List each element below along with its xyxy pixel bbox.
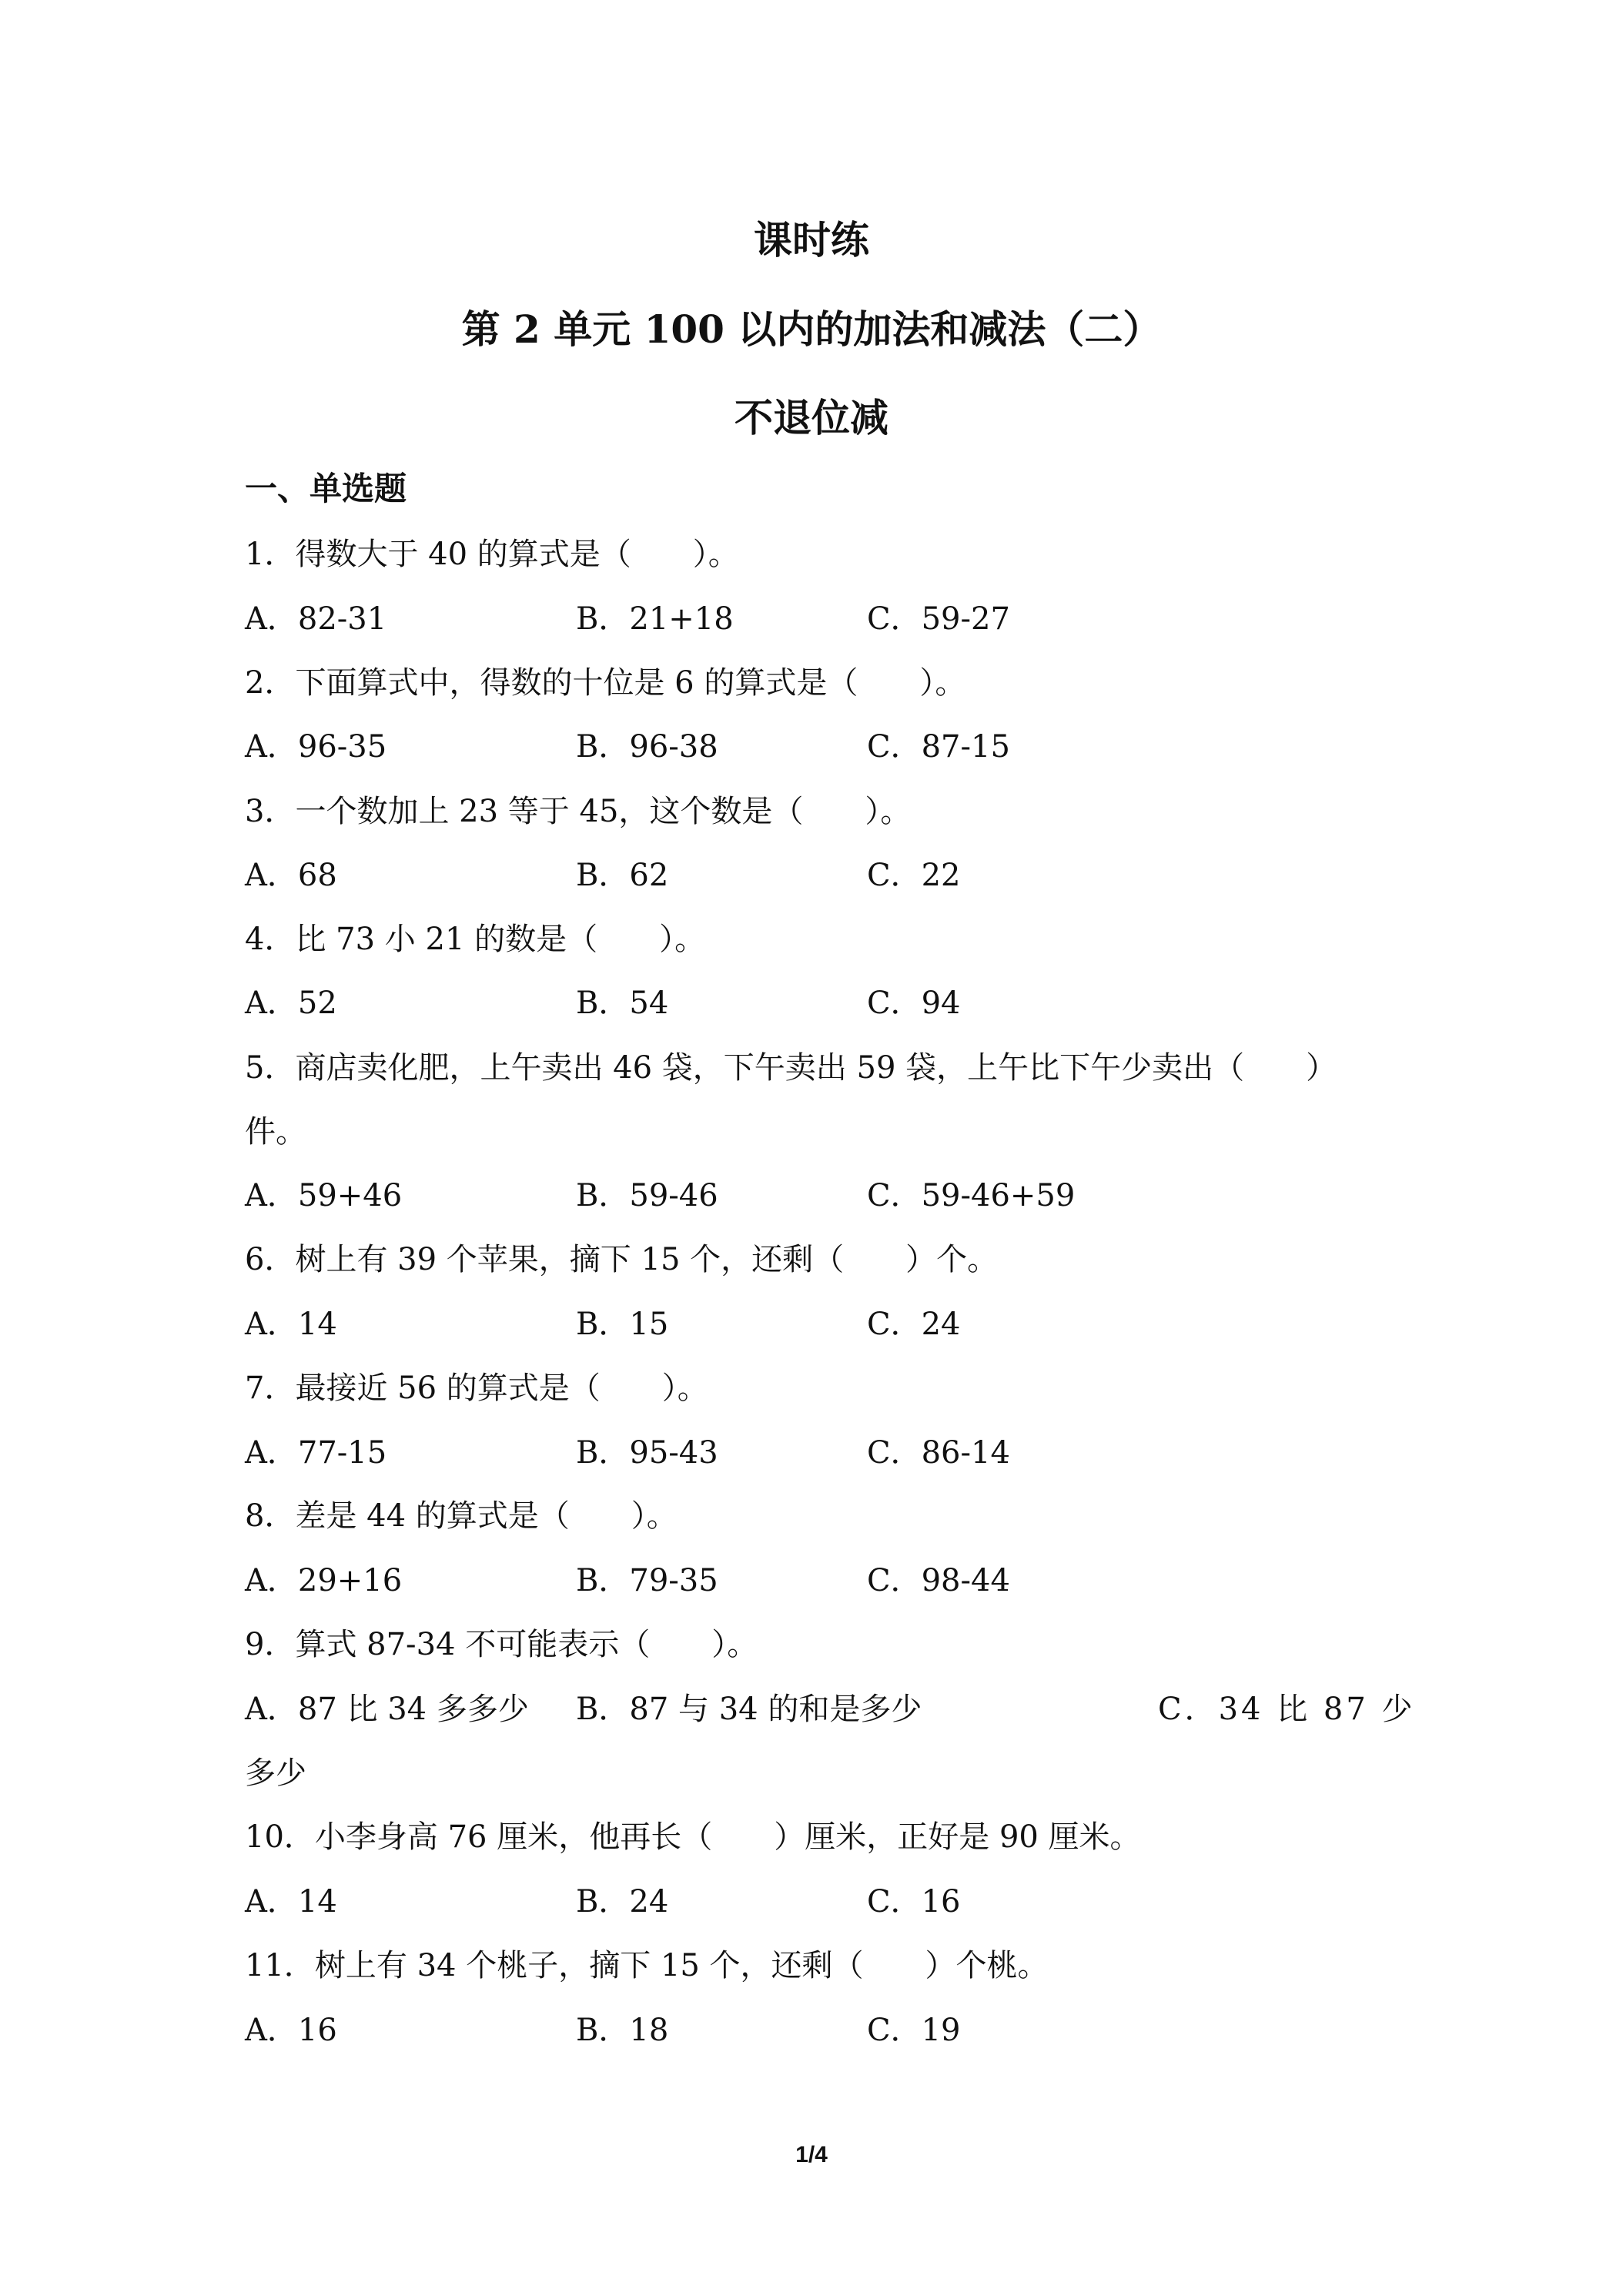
lesson-title: 不退位减 — [735, 395, 888, 440]
q11-option-c: C．19 — [867, 2013, 961, 2048]
q2-option-c: C．87-15 — [867, 729, 1010, 765]
question-10: 10．小李身高 76 厘米，他再长（ ）厘米，正好是 90 厘米。 — [245, 1819, 1141, 1855]
question-5-continued: 件。 — [245, 1114, 306, 1150]
question-5: 5．商店卖化肥，上午卖出 46 袋，下午卖出 59 袋，上午比下午少卖出（ ） — [245, 1050, 1337, 1086]
q4-option-a: A．52 — [245, 986, 337, 1021]
page-number: 1/4 — [795, 2142, 828, 2167]
question-7: 7．最接近 56 的算式是（ ）。 — [245, 1371, 708, 1406]
q9-option-b: B．87 与 34 的和是多少 — [576, 1692, 922, 1727]
q3-option-b: B．62 — [576, 858, 669, 893]
section-heading: 一、单选题 — [245, 470, 407, 507]
q4-option-b: B．54 — [576, 986, 669, 1021]
question-9: 9．算式 87-34 不可能表示（ ）。 — [245, 1627, 758, 1662]
question-3: 3．一个数加上 23 等于 45，这个数是（ ）。 — [245, 794, 912, 829]
q11-option-a: A．16 — [245, 2013, 337, 2048]
question-1: 1．得数大于 40 的算式是（ ）。 — [245, 537, 739, 572]
q8-option-b: B．79-35 — [576, 1563, 718, 1598]
question-2: 2．下面算式中，得数的十位是 6 的算式是（ ）。 — [245, 665, 966, 701]
question-11: 11．树上有 34 个桃子，摘下 15 个，还剩（ ）个桃。 — [245, 1948, 1049, 1983]
q9-option-a: A．87 比 34 多多少 — [245, 1692, 529, 1727]
q9-option-c: C．34 比 87 少 — [1158, 1692, 1416, 1727]
q5-option-a: A．59+46 — [245, 1178, 403, 1213]
doc-title: 课时练 — [754, 217, 869, 263]
q1-option-a: A．82-31 — [245, 601, 387, 637]
q2-option-a: A．96-35 — [245, 729, 387, 765]
q8-option-a: A．29+16 — [245, 1563, 403, 1598]
q6-option-a: A．14 — [245, 1307, 337, 1342]
q8-option-c: C．98-44 — [867, 1563, 1010, 1598]
q6-option-c: C．24 — [867, 1307, 961, 1342]
question-8: 8．差是 44 的算式是（ ）。 — [245, 1498, 678, 1534]
q3-option-a: A．68 — [245, 858, 337, 893]
q5-option-c: C．59-46+59 — [867, 1178, 1076, 1213]
q6-option-b: B．15 — [576, 1307, 669, 1342]
q7-option-a: A．77-15 — [245, 1435, 387, 1471]
q5-option-b: B．59-46 — [576, 1178, 718, 1213]
q4-option-c: C．94 — [867, 986, 961, 1021]
q1-option-b: B．21+18 — [576, 601, 734, 637]
q2-option-b: B．96-38 — [576, 729, 718, 765]
q9-option-c-continued: 多少 — [245, 1755, 306, 1791]
question-4: 4．比 73 小 21 的数是（ ）。 — [245, 922, 706, 957]
q10-option-c: C．16 — [867, 1884, 961, 1919]
q1-option-c: C．59-27 — [867, 601, 1010, 637]
q3-option-c: C．22 — [867, 858, 961, 893]
q10-option-a: A．14 — [245, 1884, 337, 1919]
q7-option-c: C．86-14 — [867, 1435, 1010, 1471]
q7-option-b: B．95-43 — [576, 1435, 718, 1471]
unit-title: 第 2 单元 100 以内的加法和减法（二） — [461, 306, 1162, 352]
q11-option-b: B．18 — [576, 2013, 669, 2048]
question-6: 6．树上有 39 个苹果，摘下 15 个，还剩（ ）个。 — [245, 1242, 999, 1277]
q10-option-b: B．24 — [576, 1884, 669, 1919]
